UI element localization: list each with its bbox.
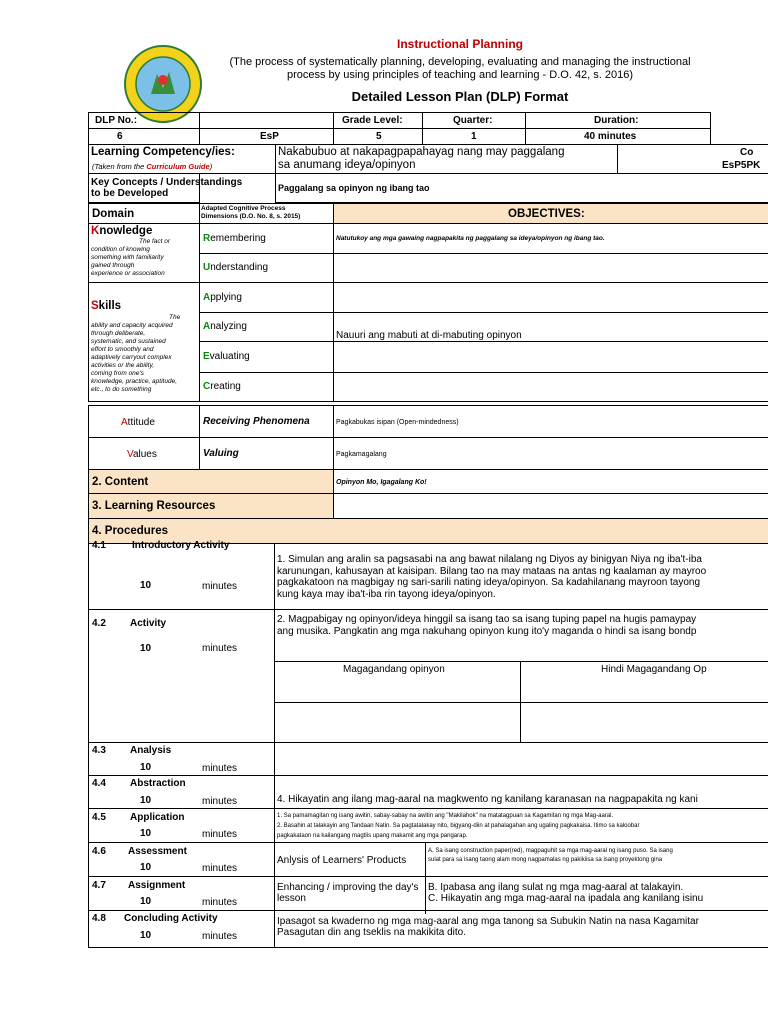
dlp-label: DLP No.: — [95, 115, 138, 126]
proc-45-num: 4.5 — [92, 812, 106, 823]
competency-text-cell — [275, 144, 618, 174]
attitude-label: Attitude — [121, 417, 155, 428]
skills-label: Skills — [91, 300, 122, 312]
content-label-cell — [88, 469, 334, 494]
skills-desc-10: etc., to do something — [91, 386, 152, 393]
values-level: Valuing — [203, 448, 239, 459]
duration-label-cell — [525, 112, 711, 129]
proc-42-num: 4.2 — [92, 618, 106, 629]
skills-cell — [88, 282, 200, 402]
knowledge-cell — [88, 223, 200, 283]
knowledge-desc-2: condition of knowing — [91, 246, 150, 253]
understanding-label: Understanding — [203, 262, 269, 273]
curriculum-guide-note: (Taken from the Curriculum Guide) — [92, 162, 213, 171]
skills-desc-4: systematic, and sustained — [91, 338, 166, 345]
code-label: Co — [740, 147, 754, 158]
row-43-bottom — [88, 775, 768, 776]
proc-46-method: Anlysis of Learners' Products — [277, 855, 407, 866]
proc-48-minutes: 10 — [140, 930, 152, 941]
proc-45-minutes-word: minutes — [202, 829, 238, 840]
proc-left-border — [88, 544, 89, 948]
proc-41-minutes: 10 — [140, 580, 152, 591]
knowledge-desc-4: gained through — [91, 262, 135, 269]
subtitle-line-2: process by using principles of teaching and learning - D.O. 42, s. 2016) — [286, 69, 634, 81]
proc-45-title: Application — [130, 812, 185, 823]
proc-41-minutes-word: minutes — [202, 581, 238, 592]
proc-46-47-divider — [425, 842, 426, 914]
attitude-level-cell — [199, 405, 334, 438]
duration-value-cell — [525, 128, 711, 145]
evaluating-obj-cell — [333, 341, 768, 373]
understanding-cell — [199, 253, 334, 283]
row-46-bottom — [88, 876, 768, 877]
duration-label: Duration: — [594, 115, 639, 126]
row-44-bottom — [88, 808, 768, 809]
proc-41-num: 4.1 — [92, 540, 106, 551]
row-42-bottom — [88, 742, 768, 743]
content-value-cell — [333, 469, 768, 494]
proc-42-minutes-word: minutes — [202, 643, 238, 654]
domain-label-cell — [88, 203, 200, 224]
evaluating-cell — [199, 341, 334, 373]
proc-47-title: Assignment — [128, 880, 186, 891]
proc-47-text: B. Ipabasa ang ilang sulat ng mga mag-aaral at talakayin. C. Hikayatin ang mga mag-aaral na ipadala ang kanilang isinu — [428, 882, 704, 904]
opinion-table-right-header: Hindi Magagandang Op — [601, 664, 707, 675]
proc-44-text: 4. Hikayatin ang ilang mag-aaral na magkwento ng kanilang karanasan na nagpapakita ng kani — [277, 794, 698, 805]
proc-48-num: 4.8 — [92, 913, 106, 924]
proc-43-minutes: 10 — [140, 762, 152, 773]
proc-42-title: Activity — [130, 618, 167, 629]
remembering-obj-cell — [333, 223, 768, 254]
proc-44-title: Abstraction — [130, 778, 186, 789]
proc-47-minutes: 10 — [140, 896, 152, 907]
objectives-label: OBJECTIVES: — [508, 208, 585, 220]
proc-42-minutes: 10 — [140, 643, 152, 654]
key-concepts-label-cell — [88, 173, 243, 203]
attitude-level: Receiving Phenomena — [203, 416, 310, 427]
adapted-line-1: Adapted Cognitive Process — [201, 205, 286, 212]
content-value: Opinyon Mo, Igagalang Ko! — [336, 479, 427, 486]
grade-label: Grade Level: — [342, 115, 403, 126]
proc-mid-border — [274, 544, 275, 948]
knowledge-desc-3: something with familiarity — [91, 254, 164, 261]
proc-46-title: Assessment — [128, 846, 187, 857]
dlp-value: 6 — [117, 131, 123, 142]
quarter-label-cell — [422, 112, 526, 129]
remembering-objective: Natutukoy ang mga gawaing nagpapakita ng paggalang sa ideya/opinyon ng ibang tao. — [336, 235, 605, 242]
values-objective: Pagkamagalang — [336, 451, 387, 458]
understanding-obj-cell — [333, 253, 768, 283]
proc-48-text: Ipasagot sa kwaderno ng mga mag-aaral ang mga tanong sa Subukin Natin na nasa Kagamitar Pasagutan din ang tseklis na makikita dito. — [277, 916, 699, 938]
knowledge-desc-1: The fact or — [139, 238, 171, 245]
proc-46-minutes: 10 — [140, 862, 152, 873]
adapted-cell — [199, 203, 334, 224]
proc-44-minutes-word: minutes — [202, 796, 238, 807]
quarter-label: Quarter: — [453, 115, 493, 126]
page-title: Instructional Planning — [396, 37, 523, 51]
competency-label-cell — [88, 144, 276, 174]
values-level-cell — [199, 437, 334, 470]
competency-text-line1: Nakabubuo at nakapagpapahayag nang may paggalang — [278, 146, 565, 158]
skills-desc-9: knowledge, practice, aptitude, — [91, 378, 177, 385]
proc-44-minutes: 10 — [140, 795, 152, 806]
proc-43-minutes-word: minutes — [202, 763, 238, 774]
row-47-bottom — [88, 910, 768, 911]
values-cell — [88, 437, 200, 470]
proc-42-text: 2. Magpabigay ng opinyon/ideya hinggil sa isang tao sa isang tuping papel na hugis pamaypay ang musika. Pangkatin ang mga nakuhang opinyon kung ito'y maganda o hindi sa isang bondp — [277, 614, 697, 637]
proc-46-num: 4.6 — [92, 846, 106, 857]
proc-46-text: A. Sa isang construction paper(red), magpaguhit sa mga mag-aaral ng isang puso. Sa isang sulat para sa isang taong alam mong nagpamalas ng pakikiisa sa isang proyektong gina — [428, 848, 673, 863]
opinion-table-left-header: Magagandang opinyon — [343, 664, 445, 675]
code-value: EsP5PK — [722, 160, 761, 171]
subject-label-cell — [199, 112, 334, 129]
proc-43-num: 4.3 — [92, 745, 106, 756]
creating-cell — [199, 372, 334, 402]
skills-desc-2: ability and capacity acquired — [91, 322, 173, 329]
proc-48-minutes-word: minutes — [202, 931, 238, 942]
skills-desc-8: coming from one's — [91, 370, 144, 377]
proc-48-title: Concluding Activity — [124, 913, 218, 924]
adapted-line-2: Dimensions (D.O. No. 8, s. 2015) — [201, 213, 301, 220]
creating-label: Creating — [203, 381, 241, 392]
proc-47-method: Enhancing / improving the day's lesson — [277, 882, 419, 904]
analyzing-objective: Nauuri ang mabuti at di-mabuting opinyon — [336, 330, 522, 341]
dlp-value-cell — [88, 128, 200, 145]
proc-46-minutes-word: minutes — [202, 863, 238, 874]
skills-desc-1: The — [169, 314, 181, 321]
applying-cell — [199, 282, 334, 313]
proc-bottom-border — [88, 947, 768, 948]
subject-value: EsP — [260, 131, 279, 142]
content-label: 2. Content — [92, 476, 149, 488]
format-title: Detailed Lesson Plan (DLP) Format — [351, 89, 569, 104]
subtitle-line-1: (The process of systematically planning, developing, evaluating and managing the instructional — [229, 56, 691, 68]
competency-text-line2: sa anumang ideya/opinyon — [278, 159, 416, 171]
skills-desc-7: activities or the ability, — [91, 362, 155, 369]
knowledge-desc-5: experience or association — [91, 270, 165, 277]
competency-label: Learning Competency/ies: — [91, 146, 235, 158]
knowledge-label: Knowledge — [91, 225, 153, 237]
skills-desc-3: through deliberate, — [91, 330, 146, 337]
values-obj-cell — [333, 437, 768, 470]
key-concepts-label-2: to be Developed — [91, 188, 169, 199]
proc-45-minutes: 10 — [140, 828, 152, 839]
remembering-cell — [199, 223, 334, 254]
quarter-value-cell — [422, 128, 526, 145]
proc-41-text: 1. Simulan ang aralin sa pagsasabi na ang bawat nilalang ng Diyos ay binigyan Niya ng iba't-iba karunungan, kahusayan at kaisipan. Bilang tao na may mataas na antas ng kaalaman ay mayroo pagkakatoon na magbigay ng sari-sarili nating ideya/opinyon. Sa kadahilanang mayroon tayong kung kaya may iba't-iba rin tayong ideya/opinyon. — [277, 554, 707, 600]
analyzing-label: Analyzing — [203, 321, 247, 332]
opinion-table-mid — [274, 702, 768, 703]
grade-value-cell — [333, 128, 423, 145]
procedures-label: 4. Procedures — [92, 525, 169, 537]
competency-code-cell — [617, 144, 768, 174]
grade-value: 5 — [376, 131, 382, 142]
proc-44-num: 4.4 — [92, 778, 106, 789]
analyzing-obj-cell — [333, 312, 768, 342]
resources-label-cell — [88, 493, 334, 519]
attitude-objective: Pagkabukas isipan (Open-mindedness) — [336, 419, 459, 426]
applying-obj-cell — [333, 282, 768, 313]
values-label: Values — [127, 449, 157, 460]
proc-43-title: Analysis — [130, 745, 172, 756]
subject-value-cell — [199, 128, 334, 145]
row-45-bottom — [88, 842, 768, 843]
opinion-table-divider — [520, 661, 521, 743]
analyzing-cell — [199, 312, 334, 342]
domain-label: Domain — [92, 208, 135, 220]
proc-41-title: Introductory Activity — [132, 540, 230, 551]
objectives-header-cell — [333, 203, 768, 224]
resources-label: 3. Learning Resources — [92, 500, 216, 512]
key-concepts-value: Paggalang sa opinyon ng ibang tao — [278, 183, 430, 193]
resources-value-cell — [333, 493, 768, 519]
attitude-cell — [88, 405, 200, 438]
grade-label-cell — [333, 112, 423, 129]
dlp-label-cell — [88, 112, 200, 129]
duration-value: 40 minutes — [584, 131, 637, 142]
applying-label: Applying — [203, 292, 242, 303]
row-41-bottom — [88, 609, 768, 610]
proc-47-num: 4.7 — [92, 880, 106, 891]
opinion-table-top — [274, 661, 768, 662]
evaluating-label: Evaluating — [203, 351, 250, 362]
remembering-label: Remembering — [203, 233, 266, 244]
creating-obj-cell — [333, 372, 768, 402]
attitude-obj-cell — [333, 405, 768, 438]
proc-45-text: 1. Sa pamamagitan ng isang awitin, sabay-sabay na awitin ang "Makilahok" na matatagpuan sa Kagamitan ng mga Mag-aaral. 2. Basahin at talakayin ang Tandaan Natin. Sa pagtatalakay nito, bigyang-diin at pahalagahan ang ugaling pagkakaisa. Itimo sa kaloobar pagkakataon na kailangang magtlis upang makamit ang mga pangarap. — [277, 813, 640, 839]
proc-47-minutes-word: minutes — [202, 897, 238, 908]
quarter-value: 1 — [471, 131, 477, 142]
key-concepts-value-cell — [275, 173, 768, 203]
key-concepts-label-1: Key Concepts / Understandings — [91, 177, 243, 188]
skills-desc-6: adaptively carryout complex — [91, 354, 172, 361]
skills-desc-5: effort to smoothly and — [91, 346, 154, 353]
